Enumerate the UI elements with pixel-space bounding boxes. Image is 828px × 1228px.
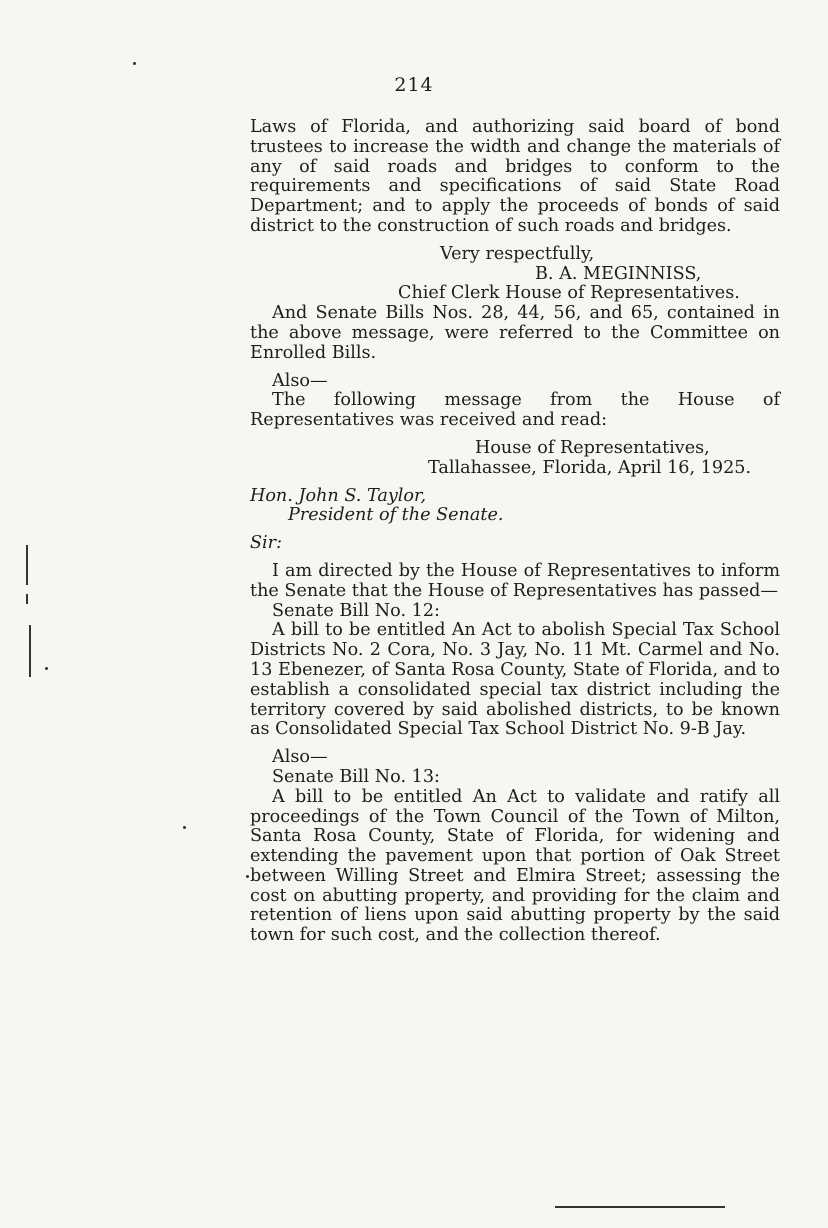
page-body	[250, 118, 780, 946]
addressee: Hon. John S. Taylor,	[250, 485, 427, 506]
house-line: House of Representatives,	[475, 437, 710, 458]
closing: Very respectfully,	[440, 243, 595, 264]
paragraph-laws: Laws of Florida, and authorizing said board of bond trustees to increase the width and change the materials of any of said roads and bridges to conform to the requirements and specifications of said State Road Department; and to apply the proceeds of bonds of said district to the construction of such roads and bridges.	[250, 117, 780, 236]
bill2-text: A bill to be entitled An Act to validate and ratify all proceedings of the Town Council of the Town of Milton, Santa Rosa County, State of Florida, for widening and extending the pavement upon that portion of Oak Street between Willing Street and Elmira Street; assessing the cost on abutting property, and providing for the claim and retention of liens upon said abutting property by the said town for such cost, and the collection thereof.	[250, 786, 780, 946]
also-label: Also—	[272, 370, 328, 391]
bill1-text: A bill to be entitled An Act to abolish Special Tax School Districts No. 2 Cora, No. 3 Jay, No. 11 Mt. Carmel and No. 13 Ebenezer, of Santa Rosa County, State of Florida, and to establish a consolidated special tax district including the territory covered by said abolished districts, to be known as Consolidated Special Tax School District No. 9-B Jay.	[250, 620, 780, 740]
scan-dot	[183, 826, 186, 829]
also-label-2: Also—	[272, 747, 328, 768]
bill1-label: Senate Bill No. 12:	[272, 600, 440, 621]
scan-mark	[29, 625, 31, 677]
paragraph-directed: I am directed by the House of Representatives to inform the Senate that the House of Representatives has passed—	[250, 560, 780, 601]
signer-title: Chief Clerk House of Representatives.	[398, 283, 740, 304]
page-number: 214	[394, 74, 434, 96]
scan-mark	[26, 545, 28, 585]
paragraph-message: The following message from the House of Representatives was received and read:	[250, 390, 780, 431]
place-date: Tallahassee, Florida, April 16, 1925.	[428, 457, 752, 478]
scan-dot	[246, 875, 249, 878]
scan-dot	[133, 62, 136, 65]
bill2-label: Senate Bill No. 13:	[272, 766, 440, 787]
signer-name: B. A. MEGINNISS,	[535, 263, 702, 284]
addressee-title: President of the Senate.	[288, 505, 504, 526]
scan-mark	[26, 594, 28, 604]
salutation: Sir:	[250, 533, 283, 554]
paragraph-senate-bills: And Senate Bills Nos. 28, 44, 56, and 65, contained in the above message, were referred to the Committee on Enrolled Bills.	[250, 303, 780, 363]
scan-line	[555, 1206, 725, 1208]
scan-dot	[45, 667, 48, 670]
